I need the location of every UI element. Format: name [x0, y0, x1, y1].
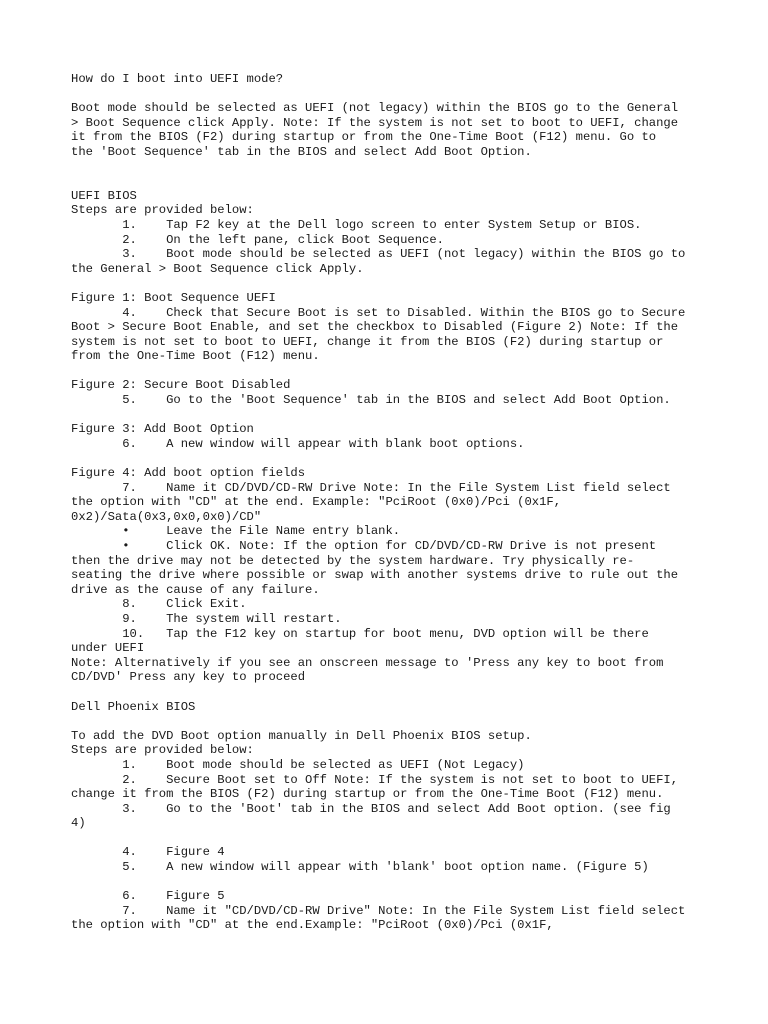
text-line: the option with "CD" at the end. Example: "PciRoot (0x0)/Pci (0x1F,: [71, 495, 562, 510]
blank-line: [71, 276, 711, 291]
text-line: 3. Go to the 'Boot' tab in the BIOS and select Add Boot option. (see fig: [71, 801, 671, 816]
text-line: Boot > Secure Boot Enable, and set the checkbox to Disabled (Figure 2) Note: If the: [71, 320, 679, 335]
blank-line: [71, 714, 711, 729]
text-line: the 'Boot Sequence' tab in the BIOS and select Add Boot Option.: [71, 144, 532, 159]
text-line: Boot mode should be selected as UEFI (not legacy) within the BIOS go to the General: [71, 101, 679, 116]
text-line: • Leave the File Name entry blank.: [71, 524, 401, 539]
text-line: seating the drive where possible or swap with another systems drive to rule out the: [71, 568, 679, 583]
text-line: Dell Phoenix BIOS: [71, 699, 196, 714]
text-line: 6. Figure 5: [71, 889, 225, 904]
text-line: 4): [71, 816, 86, 831]
text-line: CD/DVD' Press any key to proceed: [71, 670, 306, 685]
blank-line: [71, 831, 711, 846]
text-line: Steps are provided below:: [71, 203, 254, 218]
text-line: 5. A new window will appear with 'blank' boot option name. (Figure 5): [71, 860, 649, 875]
text-line: 8. Click Exit.: [71, 597, 247, 612]
blank-line: [71, 451, 711, 466]
text-line: 0x2)/Sata(0x3,0x0,0x0)/CD": [71, 509, 262, 524]
blank-line: [71, 408, 711, 423]
text-line: 1. Tap F2 key at the Dell logo screen to enter System Setup or BIOS.: [71, 217, 642, 232]
text-line: Figure 3: Add Boot Option: [71, 422, 254, 437]
text-line: the General > Boot Sequence click Apply.: [71, 261, 364, 276]
text-line: UEFI BIOS: [71, 188, 137, 203]
text-line: 2. On the left pane, click Boot Sequence.: [71, 232, 444, 247]
text-line: How do I boot into UEFI mode?: [71, 72, 284, 86]
text-line: drive as the cause of any failure.: [71, 582, 320, 597]
blank-line: [71, 160, 711, 175]
text-line: from the One-Time Boot (F12) menu.: [71, 349, 320, 364]
blank-line: [71, 364, 711, 379]
text-line: • Click OK. Note: If the option for CD/DVD/CD-RW Drive is not present: [71, 539, 657, 553]
text-line: Steps are provided below:: [71, 743, 254, 758]
text-line: under UEFI: [71, 641, 145, 656]
text-line: Figure 2: Secure Boot Disabled: [71, 378, 291, 393]
text-line: it from the BIOS (F2) during startup or from the One-Time Boot (F12) menu. Go to: [71, 130, 657, 145]
blank-line: [71, 685, 711, 700]
text-line: Note: Alternatively if you see an onscreen message to 'Press any key to boot from: [71, 655, 664, 670]
text-line: 7. Name it CD/DVD/CD-RW Drive Note: In the File System List field select: [71, 480, 671, 495]
text-line: > Boot Sequence click Apply. Note: If the system is not set to boot to UEFI, change: [71, 115, 679, 130]
text-line: 4. Check that Secure Boot is set to Disabled. Within the BIOS go to Secure: [71, 305, 686, 320]
text-line: 10. Tap the F12 key on startup for boot menu, DVD option will be there: [71, 626, 649, 641]
text-line: the option with "CD" at the end.Example: "PciRoot (0x0)/Pci (0x1F,: [71, 918, 554, 933]
text-line: 9. The system will restart.: [71, 611, 342, 626]
text-line: 6. A new window will appear with blank boot options.: [71, 436, 525, 451]
text-line: 5. Go to the 'Boot Sequence' tab in the BIOS and select Add Boot Option.: [71, 393, 671, 408]
text-line: Figure 4: Add boot option fields: [71, 466, 306, 481]
text-line: 7. Name it "CD/DVD/CD-RW Drive" Note: In the File System List field select: [71, 903, 686, 918]
text-line: 3. Boot mode should be selected as UEFI (not legacy) within the BIOS go to: [71, 247, 686, 262]
text-line: 2. Secure Boot set to Off Note: If the system is not set to boot to UEFI,: [71, 772, 679, 787]
text-line: system is not set to boot to UEFI, change it from the BIOS (F2) during startup or: [71, 334, 664, 349]
text-line: then the drive may not be detected by the system hardware. Try physically re-: [71, 553, 635, 568]
blank-line: [71, 875, 711, 890]
blank-line: [71, 87, 711, 102]
text-line: 1. Boot mode should be selected as UEFI (Not Legacy): [71, 757, 525, 772]
document-body: [71, 72, 711, 933]
blank-line: [71, 174, 711, 189]
text-line: To add the DVD Boot option manually in Dell Phoenix BIOS setup.: [71, 728, 532, 743]
text-line: change it from the BIOS (F2) during startup or from the One-Time Boot (F12) menu.: [71, 787, 664, 802]
text-line: 4. Figure 4: [71, 845, 225, 860]
text-line: Figure 1: Boot Sequence UEFI: [71, 290, 276, 305]
